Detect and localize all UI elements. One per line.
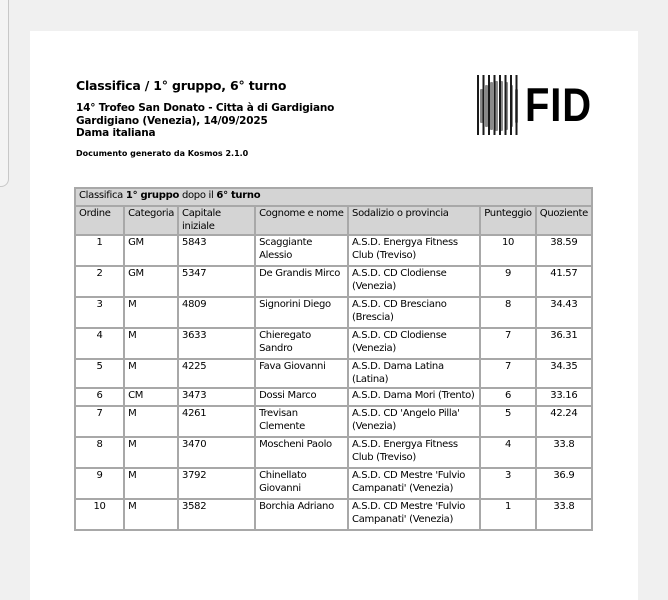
table-header-row (75, 206, 592, 235)
column-header-categoria: Categoria (124, 206, 178, 235)
cell-nome: Trevisan Clemente (255, 406, 348, 437)
column-header-nome: Cognome e nome (255, 206, 348, 235)
cell-punteggio: 3 (480, 468, 536, 499)
table-row (75, 499, 592, 530)
cell-ordine: 7 (75, 406, 124, 437)
cell-capitale: 3582 (178, 499, 255, 530)
caption-round: 6° turno (216, 190, 261, 201)
cell-quoziente: 34.35 (536, 359, 592, 388)
event-name: 14° Trofeo San Donato - Citta à di Gardigiano (76, 102, 335, 114)
cell-sodalizio: A.S.D. Dama Latina (Latina) (348, 359, 480, 388)
side-panel-edge (0, 0, 9, 187)
cell-ordine: 9 (75, 468, 124, 499)
cell-nome: Scaggiante Alessio (255, 235, 348, 266)
cell-nome: Dossi Marco (255, 388, 348, 406)
cell-categoria: M (124, 328, 178, 359)
cell-punteggio: 5 (480, 406, 536, 437)
cell-capitale: 3633 (178, 328, 255, 359)
table-row (75, 297, 592, 328)
cell-capitale: 3473 (178, 388, 255, 406)
cell-capitale: 5843 (178, 235, 255, 266)
cell-ordine: 3 (75, 297, 124, 328)
cell-quoziente: 38.59 (536, 235, 592, 266)
cell-capitale: 5347 (178, 266, 255, 297)
cell-sodalizio: A.S.D. CD Clodiense (Venezia) (348, 328, 480, 359)
cell-categoria: M (124, 437, 178, 468)
cell-nome: Chinellato Giovanni (255, 468, 348, 499)
cell-sodalizio: A.S.D. Energya Fitness Club (Treviso) (348, 235, 480, 266)
table-row (75, 235, 592, 266)
caption-prefix: Classifica (79, 190, 124, 201)
cell-sodalizio: A.S.D. CD Clodiense (Venezia) (348, 266, 480, 297)
cell-punteggio: 1 (480, 499, 536, 530)
cell-categoria: GM (124, 266, 178, 297)
cell-quoziente: 33.16 (536, 388, 592, 406)
standings-table (74, 187, 593, 531)
cell-capitale: 4809 (178, 297, 255, 328)
cell-nome: Borchia Adriano (255, 499, 348, 530)
cell-capitale: 4225 (178, 359, 255, 388)
cell-punteggio: 7 (480, 328, 536, 359)
cell-sodalizio: A.S.D. CD Mestre 'Fulvio Campanati' (Venezia) (348, 468, 480, 499)
cell-categoria: M (124, 297, 178, 328)
cell-sodalizio: A.S.D. CD Mestre 'Fulvio Campanati' (Venezia) (348, 499, 480, 530)
event-info (76, 102, 334, 140)
cell-nome: De Grandis Mirco (255, 266, 348, 297)
cell-nome: Chieregato Sandro (255, 328, 348, 359)
column-header-capitale: Capitale iniziale (178, 206, 255, 235)
cell-categoria: M (124, 359, 178, 388)
cell-ordine: 6 (75, 388, 124, 406)
page-title: Classifica / 1° gruppo, 6° turno (76, 78, 287, 93)
table-row (75, 437, 592, 468)
cell-sodalizio: A.S.D. Dama Mori (Trento) (348, 388, 480, 406)
cell-nome: Fava Giovanni (255, 359, 348, 388)
cell-punteggio: 4 (480, 437, 536, 468)
cell-quoziente: 36.9 (536, 468, 592, 499)
cell-categoria: M (124, 499, 178, 530)
event-discipline: Dama italiana (76, 127, 156, 139)
cell-quoziente: 41.57 (536, 266, 592, 297)
cell-nome: Signorini Diego (255, 297, 348, 328)
document-page (30, 31, 638, 600)
caption-group: 1° gruppo (125, 190, 180, 201)
cell-quoziente: 34.43 (536, 297, 592, 328)
column-header-punteggio: Punteggio (480, 206, 536, 235)
cell-punteggio: 6 (480, 388, 536, 406)
table-row (75, 406, 592, 437)
cell-categoria: M (124, 468, 178, 499)
cell-punteggio: 7 (480, 359, 536, 388)
cell-punteggio: 10 (480, 235, 536, 266)
table-row (75, 388, 592, 406)
cell-punteggio: 9 (480, 266, 536, 297)
fid-logo-text: FID (525, 78, 592, 131)
table-row (75, 359, 592, 388)
cell-nome: Moscheni Paolo (255, 437, 348, 468)
cell-quoziente: 42.24 (536, 406, 592, 437)
table-row (75, 266, 592, 297)
cell-quoziente: 36.31 (536, 328, 592, 359)
generated-by-note: Documento generato da Kosmos 2.1.0 (76, 149, 249, 158)
cell-ordine: 2 (75, 266, 124, 297)
table-caption-row (75, 188, 592, 206)
cell-capitale: 3470 (178, 437, 255, 468)
column-header-sodalizio: Sodalizio o provincia (348, 206, 480, 235)
cell-capitale: 3792 (178, 468, 255, 499)
table-row (75, 328, 592, 359)
cell-sodalizio: A.S.D. CD 'Angelo Pilla' (Venezia) (348, 406, 480, 437)
cell-sodalizio: A.S.D. CD Bresciano (Brescia) (348, 297, 480, 328)
column-header-quoziente: Quoziente (536, 206, 592, 235)
cell-sodalizio: A.S.D. Energya Fitness Club (Treviso) (348, 437, 480, 468)
fid-logo-bars-icon (475, 75, 521, 135)
caption-middle: dopo il (181, 190, 214, 201)
fid-logo (475, 75, 595, 135)
cell-capitale: 4261 (178, 406, 255, 437)
cell-categoria: CM (124, 388, 178, 406)
table-caption (75, 188, 592, 206)
cell-ordine: 8 (75, 437, 124, 468)
cell-ordine: 10 (75, 499, 124, 530)
cell-quoziente: 33.8 (536, 437, 592, 468)
cell-categoria: GM (124, 235, 178, 266)
event-location-date: Gardigiano (Venezia), 14/09/2025 (76, 114, 268, 127)
cell-punteggio: 8 (480, 297, 536, 328)
cell-categoria: M (124, 406, 178, 437)
cell-quoziente: 33.8 (536, 499, 592, 530)
table-row (75, 468, 592, 499)
column-header-ordine: Ordine (75, 206, 124, 235)
cell-ordine: 1 (75, 235, 124, 266)
cell-ordine: 4 (75, 328, 124, 359)
cell-ordine: 5 (75, 359, 124, 388)
